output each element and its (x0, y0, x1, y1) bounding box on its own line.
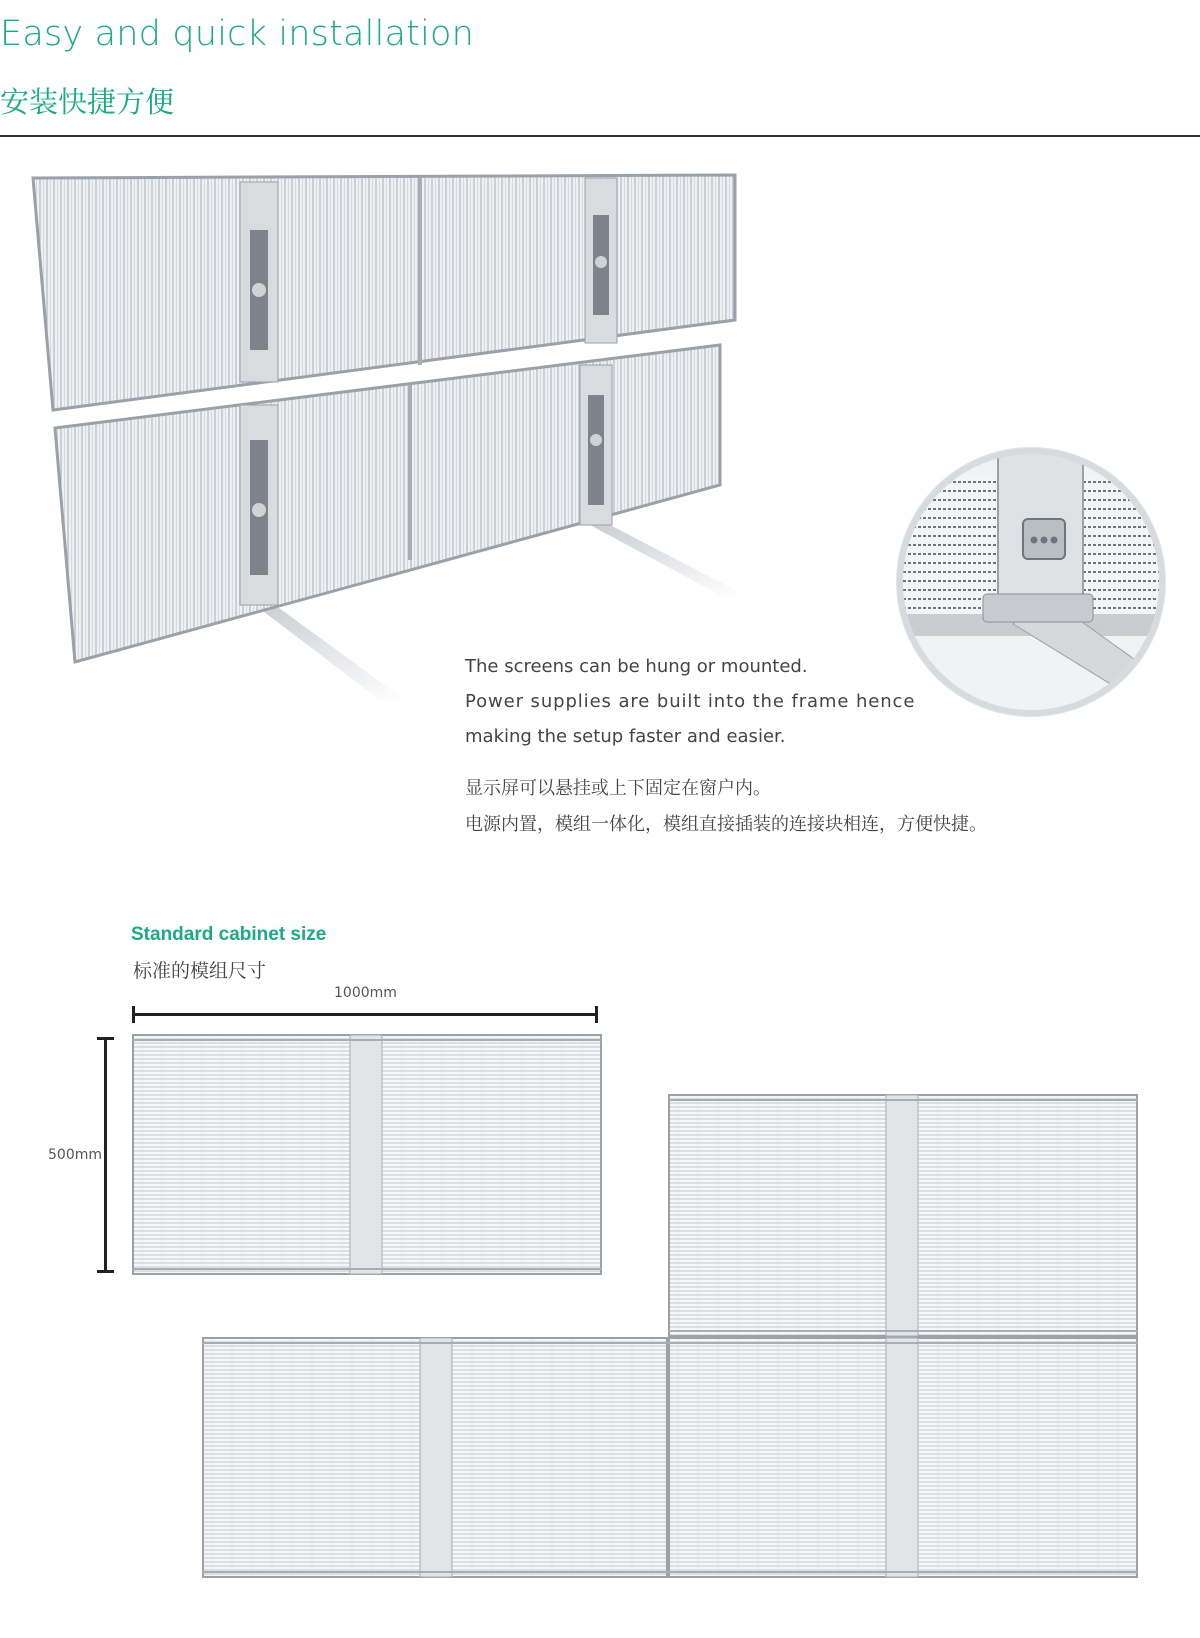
connector-detail-image (893, 444, 1169, 720)
cabinet-front-view (202, 1337, 668, 1578)
screen-assembly-image (25, 170, 775, 730)
description-cn-line: 显示屏可以悬挂或上下固定在窗户内。 (465, 778, 771, 799)
header-divider (0, 135, 1200, 137)
description-en-line: Power supplies are built into the frame hence (465, 691, 916, 712)
height-dimension-tick (97, 1270, 114, 1273)
description-cn-line: 电源内置，模组一体化，模组直接插装的连接块相连，方便快捷。 (465, 814, 987, 835)
height-dimension-line (104, 1037, 107, 1273)
cabinet-front-view (668, 1337, 1138, 1578)
page-title: Easy and quick installation (0, 14, 475, 54)
width-dimension-tick (132, 1006, 135, 1023)
cabinet-front-view (132, 1034, 602, 1275)
height-dimension-tick (97, 1037, 114, 1040)
description-en-line: making the setup faster and easier. (465, 726, 786, 747)
width-dimension-tick (595, 1006, 598, 1023)
height-dimension-label: 500mm (48, 1147, 102, 1163)
cabinet-size-title: Standard cabinet size (131, 924, 327, 945)
cabinet-size-subtitle: 标准的模组尺寸 (133, 960, 267, 982)
width-dimension-label: 1000mm (334, 985, 397, 1001)
page-subtitle: 安装快捷方便 (0, 85, 175, 119)
cabinet-front-view (668, 1094, 1138, 1337)
description-en-line: The screens can be hung or mounted. (465, 656, 808, 677)
width-dimension-line (132, 1013, 598, 1016)
